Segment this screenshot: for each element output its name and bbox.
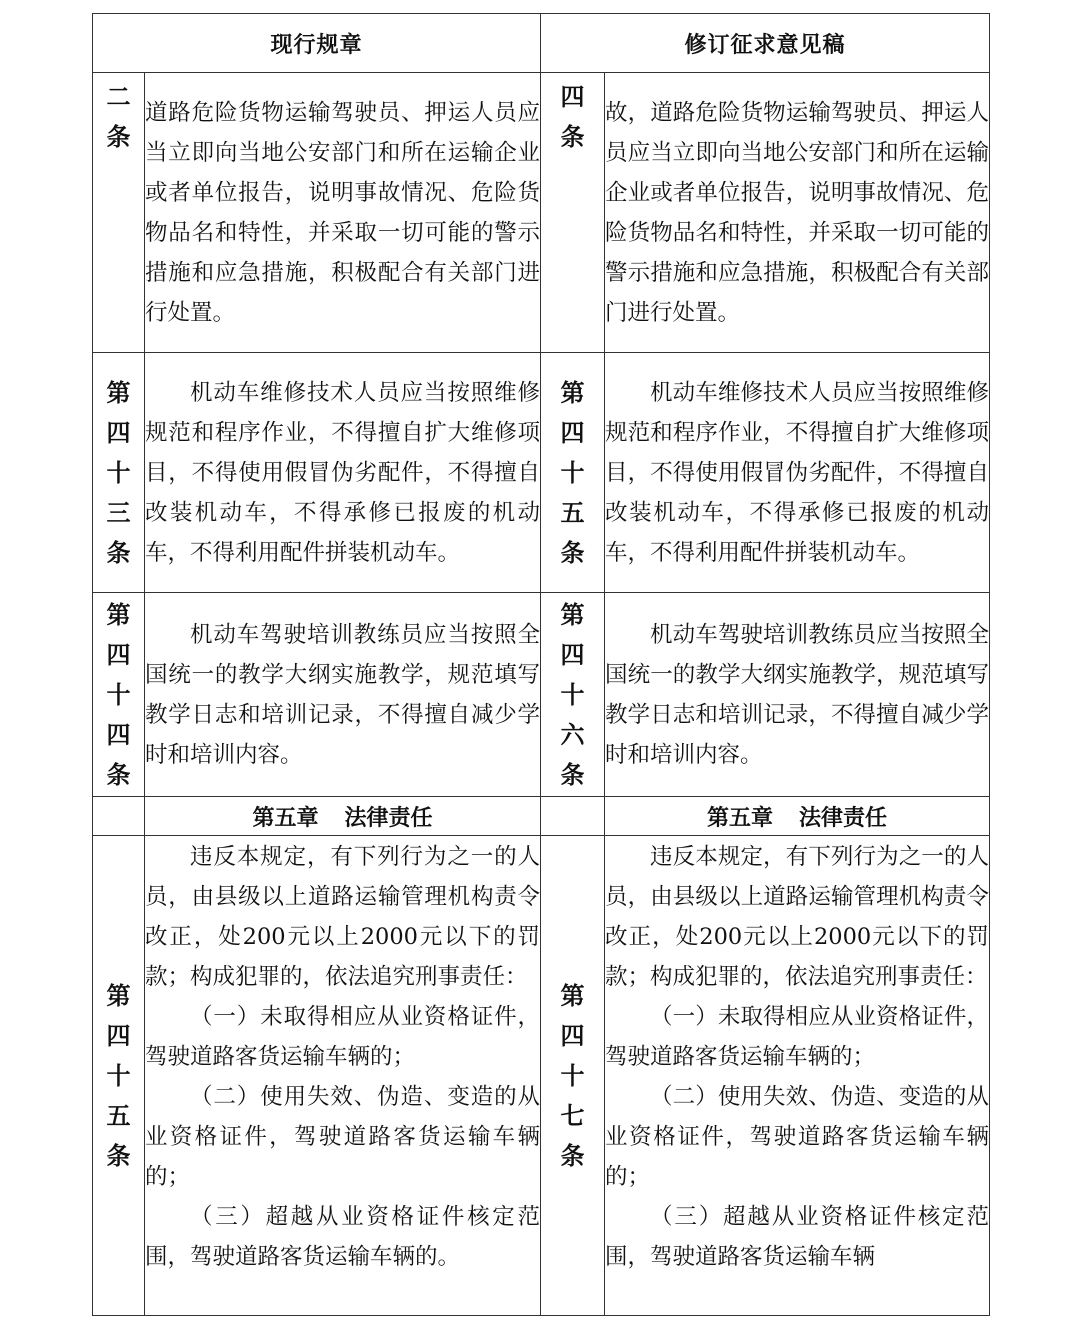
- article-char: 四: [560, 418, 585, 447]
- table-row: [93, 836, 990, 1316]
- paragraph: （二）使用失效、伪造、变造的从业资格证件，驾驶道路客货运输车辆的；: [605, 1084, 990, 1190]
- article-char: 第: [560, 981, 585, 1010]
- chapter-title: 法律责任: [799, 805, 888, 831]
- chapter-row: [93, 797, 990, 836]
- paragraph: （一）未取得相应从业资格证件，驾驶道路客货运输车辆的；: [145, 1004, 541, 1070]
- left-article-text: [145, 836, 541, 1316]
- paragraph: 机动车维修技术人员应当按照维修规范和程序作业，不得擅自扩大维修项目，不得使用假冒伪劣配件，不得擅自改装机动车，不得承修已报废的机动车，不得利用配件拼装机动车。: [605, 379, 990, 566]
- left-article-number: [93, 73, 145, 353]
- right-article-text: [605, 73, 990, 353]
- article-char: 第: [106, 600, 131, 629]
- left-article-number: [93, 593, 145, 797]
- paragraph: 违反本规定，有下列行为之一的人员，由县级以上道路运输管理机构责令改正，处200元以上2000元以下的罚款；构成犯罪的，依法追究刑事责任：: [605, 844, 990, 990]
- article-char: 十: [106, 680, 131, 709]
- article-char: 十: [560, 1061, 585, 1090]
- chapter-number: 第五章: [252, 805, 319, 831]
- regulation-comparison-table: [92, 13, 990, 1316]
- article-char: 条: [106, 1141, 131, 1170]
- article-char: 第: [106, 981, 131, 1010]
- article-char: 十: [106, 1061, 131, 1090]
- table-row: [93, 73, 990, 353]
- article-char: 第: [106, 378, 131, 407]
- paragraph: （三）超越从业资格证件核定范围，驾驶道路客货运输车辆的。: [145, 1204, 541, 1270]
- article-char: 条: [560, 538, 585, 567]
- article-char: 五: [560, 498, 585, 527]
- article-char: 二: [106, 83, 131, 111]
- article-char: 七: [560, 1101, 585, 1130]
- article-char: 六: [560, 720, 585, 749]
- header-row: [93, 14, 990, 73]
- right-article-number: [541, 836, 605, 1316]
- paragraph: 故，道路危险货物运输驾驶员、押运人员应当立即向当地公安部门和所在运输企业或者单位报告，说明事故情况、危险货物品名和特性，并采取一切可能的警示措施和应急措施，积极配合有关部门进行处置。: [605, 99, 990, 326]
- right-article-number: [541, 353, 605, 593]
- article-char: 第: [560, 600, 585, 629]
- article-char: 四: [560, 1021, 585, 1050]
- article-char: 四: [106, 418, 131, 447]
- article-char: 五: [106, 1101, 131, 1130]
- left-article-text: [145, 73, 541, 353]
- right-article-number: [541, 593, 605, 797]
- right-article-text: [605, 353, 990, 593]
- paragraph: （三）超越从业资格证件核定范围，驾驶道路客货运输车辆: [605, 1204, 990, 1270]
- article-char: 条: [106, 538, 131, 567]
- paragraph: 道路危险货物运输驾驶员、押运人员应当立即向当地公安部门和所在运输企业或者单位报告，说明事故情况、危险货物品名和特性，并采取一切可能的警示措施和应急措施，积极配合有关部门进行处置。: [145, 99, 541, 326]
- article-char: 十: [560, 458, 585, 487]
- article-char: 三: [106, 498, 131, 527]
- table-row: [93, 353, 990, 593]
- article-char: 十: [560, 680, 585, 709]
- chapter-title: 法律责任: [344, 805, 433, 831]
- right-article-text: [605, 593, 990, 797]
- left-article-number: [93, 353, 145, 593]
- article-char: 十: [106, 458, 131, 487]
- article-char: 四: [106, 1021, 131, 1050]
- article-char: 四: [106, 640, 131, 669]
- right-chapter-heading: [605, 797, 990, 836]
- right-article-text: [605, 836, 990, 1316]
- empty-cell: [93, 797, 145, 836]
- left-article-text: [145, 593, 541, 797]
- paragraph: 机动车维修技术人员应当按照维修规范和程序作业，不得擅自扩大维修项目，不得使用假冒伪劣配件，不得擅自改装机动车，不得承修已报废的机动车，不得利用配件拼装机动车。: [145, 379, 541, 566]
- table-row: [93, 593, 990, 797]
- chapter-number: 第五章: [707, 805, 774, 831]
- revised-draft-header: 修订征求意见稿: [541, 14, 990, 73]
- article-char: 条: [106, 760, 131, 789]
- paragraph: 机动车驾驶培训教练员应当按照全国统一的教学大纲实施教学，规范填写教学日志和培训记录，不得擅自减少学时和培训内容。: [145, 621, 541, 768]
- paragraph: （一）未取得相应从业资格证件，驾驶道路客货运输车辆的；: [605, 1004, 990, 1070]
- left-article-number: [93, 836, 145, 1316]
- article-char: 四: [560, 640, 585, 669]
- article-char: 第: [560, 378, 585, 407]
- current-regulation-header: 现行规章: [93, 14, 541, 73]
- article-char: 四: [106, 720, 131, 749]
- article-char: 四: [560, 83, 585, 111]
- article-char: 条: [560, 1141, 585, 1170]
- article-char: 条: [106, 123, 131, 151]
- paragraph: （二）使用失效、伪造、变造的从业资格证件，驾驶道路客货运输车辆的；: [145, 1084, 541, 1190]
- right-article-number: [541, 73, 605, 353]
- paragraph: 违反本规定，有下列行为之一的人员，由县级以上道路运输管理机构责令改正，处200元以上2000元以下的罚款；构成犯罪的，依法追究刑事责任：: [145, 844, 541, 990]
- empty-cell: [541, 797, 605, 836]
- article-char: 条: [560, 123, 585, 151]
- paragraph: 机动车驾驶培训教练员应当按照全国统一的教学大纲实施教学，规范填写教学日志和培训记录，不得擅自减少学时和培训内容。: [605, 621, 990, 768]
- article-char: 条: [560, 760, 585, 789]
- left-article-text: [145, 353, 541, 593]
- left-chapter-heading: [145, 797, 541, 836]
